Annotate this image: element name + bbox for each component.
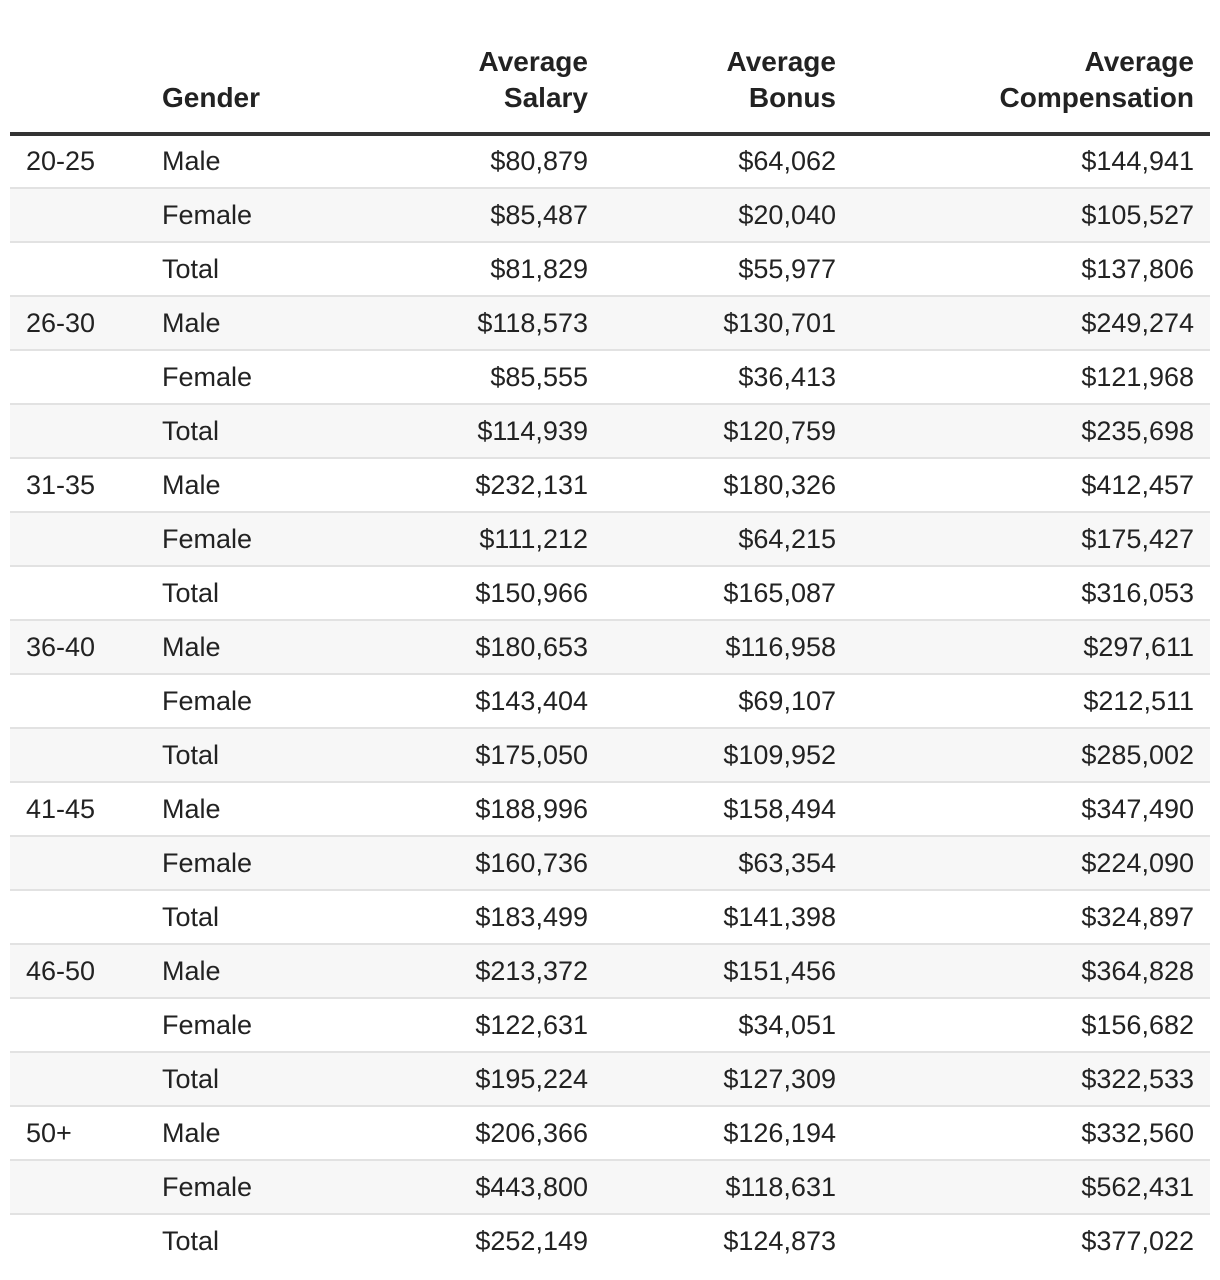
cell-average-salary: $183,499	[324, 890, 604, 944]
cell-gender: Total	[146, 890, 324, 944]
table-row	[10, 998, 1210, 1052]
cell-gender: Female	[146, 1160, 324, 1214]
cell-age-group: 26-30	[10, 296, 146, 350]
cell-average-salary: $81,829	[324, 242, 604, 296]
cell-average-compensation: $121,968	[852, 350, 1210, 404]
cell-age-group	[10, 890, 146, 944]
cell-average-salary: $118,573	[324, 296, 604, 350]
cell-average-salary: $143,404	[324, 674, 604, 728]
cell-average-salary: $180,653	[324, 620, 604, 674]
cell-gender: Total	[146, 728, 324, 782]
cell-age-group	[10, 674, 146, 728]
cell-average-compensation: $412,457	[852, 458, 1210, 512]
cell-average-compensation: $324,897	[852, 890, 1210, 944]
cell-average-bonus: $69,107	[604, 674, 852, 728]
header-salary-line-1: Average	[478, 46, 588, 77]
cell-average-bonus: $118,631	[604, 1160, 852, 1214]
cell-gender: Female	[146, 998, 324, 1052]
cell-average-bonus: $109,952	[604, 728, 852, 782]
cell-age-group	[10, 1214, 146, 1268]
cell-age-group	[10, 350, 146, 404]
header-compensation-line-1: Average	[1084, 46, 1194, 77]
cell-average-compensation: $212,511	[852, 674, 1210, 728]
table-header	[10, 0, 1210, 134]
table-row	[10, 782, 1210, 836]
cell-average-salary: $114,939	[324, 404, 604, 458]
cell-average-compensation: $347,490	[852, 782, 1210, 836]
cell-average-compensation: $105,527	[852, 188, 1210, 242]
cell-age-group: 36-40	[10, 620, 146, 674]
cell-age-group	[10, 998, 146, 1052]
cell-average-bonus: $141,398	[604, 890, 852, 944]
header-salary-line-2: Salary	[503, 82, 588, 113]
header-bonus-line-1: Average	[726, 46, 836, 77]
cell-gender: Female	[146, 674, 324, 728]
cell-age-group	[10, 836, 146, 890]
header-bonus-line-2: Bonus	[748, 82, 836, 113]
table-row	[10, 674, 1210, 728]
cell-gender: Total	[162, 1226, 220, 1256]
table-row	[10, 512, 1210, 566]
cell-average-salary: $252,149	[475, 1226, 588, 1256]
cell-average-salary: $206,366	[324, 1106, 604, 1160]
cell-gender: Total	[146, 566, 324, 620]
cell-gender: Female	[146, 836, 324, 890]
header-compensation-line-2: Compensation	[999, 82, 1194, 113]
cell-average-compensation: $285,002	[852, 728, 1210, 782]
cell-average-salary: $232,131	[324, 458, 604, 512]
cell-average-compensation: $377,022	[1081, 1226, 1194, 1256]
cell-average-bonus: $116,958	[604, 620, 852, 674]
cell-average-bonus: $180,326	[604, 458, 852, 512]
table-row	[10, 134, 1210, 188]
table-row	[10, 458, 1210, 512]
header-average-compensation	[852, 0, 1210, 134]
cell-average-bonus: $165,087	[604, 566, 852, 620]
cell-average-compensation: $332,560	[852, 1106, 1210, 1160]
table-row	[10, 404, 1210, 458]
cell-age-group	[10, 188, 146, 242]
table-row	[10, 1106, 1210, 1160]
cell-age-group	[10, 512, 146, 566]
cell-average-bonus: $55,977	[604, 242, 852, 296]
header-average-bonus	[604, 0, 852, 134]
cell-gender: Female	[146, 512, 324, 566]
cell-average-bonus: $130,701	[604, 296, 852, 350]
cell-average-bonus: $151,456	[604, 944, 852, 998]
compensation-table-container	[10, 0, 1210, 1268]
cell-gender: Male	[146, 944, 324, 998]
cell-average-salary: $80,879	[324, 134, 604, 188]
cell-gender: Total	[146, 404, 324, 458]
cell-average-salary: $111,212	[324, 512, 604, 566]
cell-age-group: 31-35	[10, 458, 146, 512]
cell-average-bonus: $158,494	[604, 782, 852, 836]
cell-average-compensation: $322,533	[852, 1052, 1210, 1106]
cell-average-compensation: $297,611	[852, 620, 1210, 674]
cell-average-salary: $195,224	[324, 1052, 604, 1106]
cell-average-salary: $85,487	[324, 188, 604, 242]
cell-gender: Male	[146, 134, 324, 188]
cell-average-bonus: $127,309	[604, 1052, 852, 1106]
table-row	[10, 566, 1210, 620]
table-row	[10, 890, 1210, 944]
cell-average-bonus: $20,040	[604, 188, 852, 242]
cell-gender: Total	[146, 1052, 324, 1106]
cell-gender: Male	[146, 458, 324, 512]
cell-average-salary: $122,631	[324, 998, 604, 1052]
cell-average-bonus: $126,194	[604, 1106, 852, 1160]
table-row	[10, 242, 1210, 296]
header-age-group	[10, 0, 146, 134]
cell-average-bonus: $64,215	[604, 512, 852, 566]
header-row	[10, 0, 1210, 134]
table-body	[10, 134, 1210, 1268]
cell-average-bonus: $124,873	[723, 1226, 836, 1256]
cell-average-compensation: $235,698	[852, 404, 1210, 458]
table-row	[10, 1052, 1210, 1106]
header-gender: Gender	[146, 0, 324, 134]
cell-average-bonus: $120,759	[604, 404, 852, 458]
cell-average-compensation: $144,941	[852, 134, 1210, 188]
cell-age-group	[10, 1160, 146, 1214]
table-row	[10, 296, 1210, 350]
cell-average-salary: $213,372	[324, 944, 604, 998]
cell-average-salary: $188,996	[324, 782, 604, 836]
cell-average-salary: $160,736	[324, 836, 604, 890]
table-row	[10, 836, 1210, 890]
cell-gender: Female	[146, 350, 324, 404]
table-row	[10, 944, 1210, 998]
cell-average-compensation: $224,090	[852, 836, 1210, 890]
cell-average-salary: $443,800	[324, 1160, 604, 1214]
cell-age-group	[10, 1052, 146, 1106]
table-row	[10, 188, 1210, 242]
cell-average-salary: $150,966	[324, 566, 604, 620]
cell-gender: Male	[146, 620, 324, 674]
cell-age-group	[10, 242, 146, 296]
cell-average-bonus: $34,051	[604, 998, 852, 1052]
cell-average-compensation: $562,431	[852, 1160, 1210, 1214]
cell-average-compensation: $137,806	[852, 242, 1210, 296]
cell-gender: Female	[146, 188, 324, 242]
cell-average-compensation: $175,427	[852, 512, 1210, 566]
cell-age-group: 46-50	[10, 944, 146, 998]
table-row	[10, 1214, 1210, 1268]
cell-gender: Male	[146, 296, 324, 350]
cell-average-compensation: $316,053	[852, 566, 1210, 620]
table-row	[10, 1160, 1210, 1214]
cell-age-group	[10, 728, 146, 782]
cell-average-salary: $85,555	[324, 350, 604, 404]
cell-age-group	[10, 566, 146, 620]
cell-average-compensation: $364,828	[852, 944, 1210, 998]
cell-gender: Total	[146, 242, 324, 296]
table-row	[10, 620, 1210, 674]
cell-age-group	[10, 404, 146, 458]
cell-age-group: 41-45	[10, 782, 146, 836]
cell-age-group: 20-25	[10, 134, 146, 188]
cell-average-bonus: $63,354	[604, 836, 852, 890]
cell-average-bonus: $36,413	[604, 350, 852, 404]
cell-average-compensation: $249,274	[852, 296, 1210, 350]
header-average-salary	[324, 0, 604, 134]
table-row	[10, 728, 1210, 782]
compensation-table	[10, 0, 1210, 1268]
cell-gender: Male	[146, 1106, 324, 1160]
cell-age-group: 50+	[10, 1106, 146, 1160]
cell-average-bonus: $64,062	[604, 134, 852, 188]
cell-average-compensation: $156,682	[852, 998, 1210, 1052]
cell-average-salary: $175,050	[324, 728, 604, 782]
cell-gender: Male	[146, 782, 324, 836]
table-row	[10, 350, 1210, 404]
